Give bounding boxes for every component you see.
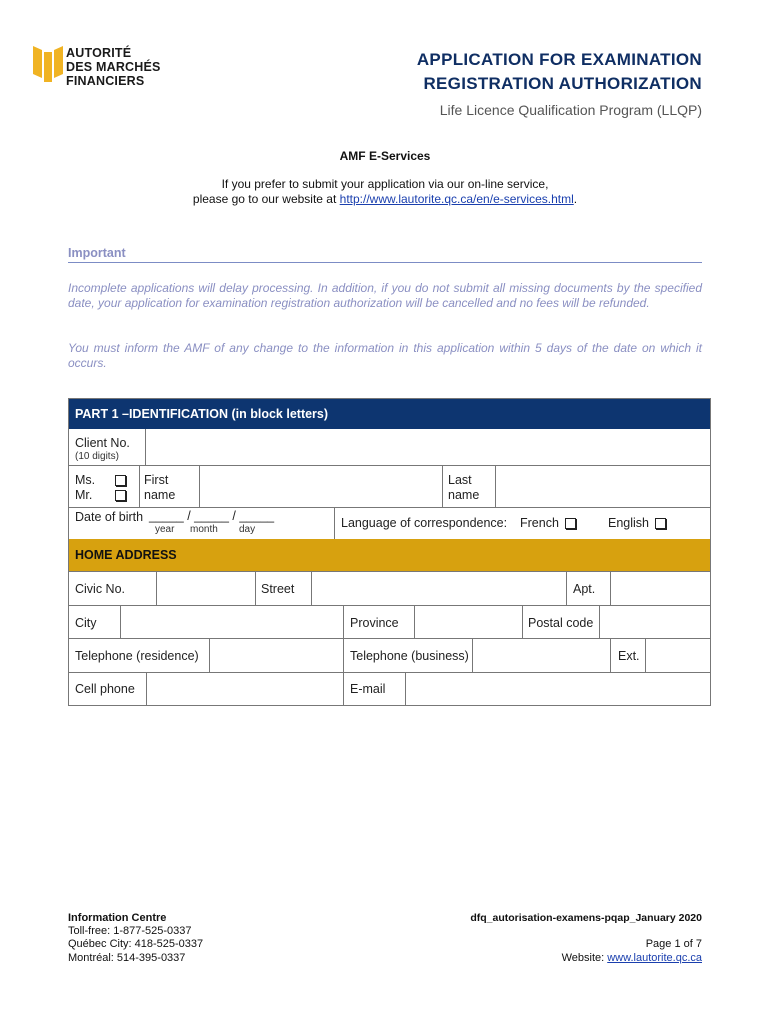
col-divider xyxy=(343,672,344,706)
info-quebec: Québec City: 418-525-0337 xyxy=(68,938,204,950)
amf-logo xyxy=(33,44,173,92)
dob-label: Date of birth xyxy=(75,510,144,524)
last-name-input[interactable] xyxy=(496,466,709,506)
info-tollfree: Toll-free: 1-877-525-0337 xyxy=(68,925,192,937)
col-divider xyxy=(343,605,344,638)
important-paragraph-2: You must inform the AMF of any change to the information in this application within 5 days of the date on which it occurs. xyxy=(68,341,702,370)
row-divider xyxy=(69,638,710,639)
col-divider xyxy=(442,465,443,507)
eservices-link[interactable]: http://www.lautorite.qc.ca/en/e-services.html xyxy=(339,192,574,206)
website-label: Website: xyxy=(561,952,608,964)
email-label: E-mail xyxy=(350,682,386,696)
english-checkbox[interactable] xyxy=(655,518,666,529)
col-divider xyxy=(255,571,256,605)
footer-website xyxy=(562,951,702,965)
tel-business-input[interactable] xyxy=(473,639,609,671)
document-id: dfq_autorisation-examens-pqap_January 2020 xyxy=(470,912,702,924)
french-option[interactable] xyxy=(520,516,576,530)
street-label: Street xyxy=(261,582,295,596)
dob-month-hint: month xyxy=(190,524,218,535)
website-link[interactable]: www.lautorite.qc.ca xyxy=(607,952,702,964)
mr-option[interactable] xyxy=(75,488,126,502)
col-divider xyxy=(343,638,344,672)
civic-no-label: Civic No. xyxy=(75,582,126,596)
eservices-line2-suffix: . xyxy=(573,192,578,206)
page-subtitle: Life Licence Qualification Program (LLQP) xyxy=(439,102,702,118)
ms-label: Ms. xyxy=(75,473,96,487)
french-label: French xyxy=(520,516,559,530)
part1-header-text: PART 1 –IDENTIFICATION (in block letters) xyxy=(75,407,329,421)
eservices-line2 xyxy=(0,192,770,206)
mr-label: Mr. xyxy=(75,488,93,502)
language-label: Language of correspondence: xyxy=(341,516,508,530)
client-no-hint: (10 digits) xyxy=(75,451,119,462)
ext-label: Ext. xyxy=(618,649,640,663)
info-montreal: Montréal: 514-395-0337 xyxy=(68,952,186,964)
first-name-label-2: name xyxy=(144,488,176,502)
col-divider xyxy=(334,507,335,539)
important-heading: Important xyxy=(68,246,126,260)
dob-input[interactable]: _____ / _____ / _____ xyxy=(149,509,275,523)
client-no-label: Client No. xyxy=(75,436,130,450)
logo-text-line3: FINANCIERS xyxy=(66,74,145,88)
english-label: English xyxy=(608,516,649,530)
mr-checkbox[interactable] xyxy=(115,490,126,501)
home-address-header xyxy=(69,539,710,571)
dob-year-hint: year xyxy=(155,524,175,535)
important-divider xyxy=(68,262,702,263)
home-address-header-text: HOME ADDRESS xyxy=(75,548,177,562)
info-centre-heading: Information Centre xyxy=(68,912,167,924)
apt-label: Apt. xyxy=(573,582,596,596)
email-input[interactable] xyxy=(406,673,709,705)
page-title-line2: REGISTRATION AUTHORIZATION xyxy=(423,74,702,93)
apt-input[interactable] xyxy=(611,572,709,604)
logo-text-line2: DES MARCHÉS xyxy=(66,60,161,74)
eservices-line2-prefix: please go to our website at xyxy=(192,192,340,206)
ms-option[interactable] xyxy=(75,473,126,487)
amf-logo-icon xyxy=(33,44,63,84)
street-input[interactable] xyxy=(312,572,565,604)
english-option[interactable] xyxy=(608,516,666,530)
city-input[interactable] xyxy=(121,606,342,637)
tel-residence-input[interactable] xyxy=(210,639,342,671)
french-checkbox[interactable] xyxy=(565,518,576,529)
col-divider xyxy=(566,571,567,605)
cell-phone-input[interactable] xyxy=(147,673,342,705)
postal-code-label: Postal code xyxy=(528,616,594,630)
page-number: Page 1 of 7 xyxy=(645,938,702,950)
province-label: Province xyxy=(350,616,399,630)
identification-form xyxy=(68,398,711,706)
dob-day-hint: day xyxy=(239,524,256,535)
tel-business-label: Telephone (business) xyxy=(350,649,469,663)
ext-input[interactable] xyxy=(646,639,709,671)
first-name-input[interactable] xyxy=(200,466,441,506)
last-name-label-1: Last xyxy=(448,473,472,487)
postal-code-input[interactable] xyxy=(600,606,709,637)
page-title-line1: APPLICATION FOR EXAMINATION xyxy=(416,50,702,69)
row-divider xyxy=(69,507,710,508)
province-input[interactable] xyxy=(415,606,521,637)
col-divider xyxy=(139,465,140,507)
eservices-line1: If you prefer to submit your application via our on-line service, xyxy=(221,177,549,191)
logo-text-line1: AUTORITÉ xyxy=(66,46,132,60)
first-name-label-1: First xyxy=(144,473,169,487)
col-divider xyxy=(610,638,611,672)
client-no-input[interactable] xyxy=(146,430,709,464)
important-paragraph-1: Incomplete applications will delay processing. In addition, if you do not submit all missing documents by the specified date, your application for examination registration authorization will be cancelled and no fees will be refunded. xyxy=(68,281,702,310)
eservices-heading: AMF E-Services xyxy=(339,149,431,163)
city-label: City xyxy=(75,616,97,630)
col-divider xyxy=(522,605,523,638)
cell-phone-label: Cell phone xyxy=(75,682,135,696)
tel-residence-label: Telephone (residence) xyxy=(75,649,199,663)
last-name-label-2: name xyxy=(448,488,480,502)
part1-header xyxy=(69,399,710,429)
civic-no-input[interactable] xyxy=(157,572,254,604)
ms-checkbox[interactable] xyxy=(115,475,126,486)
